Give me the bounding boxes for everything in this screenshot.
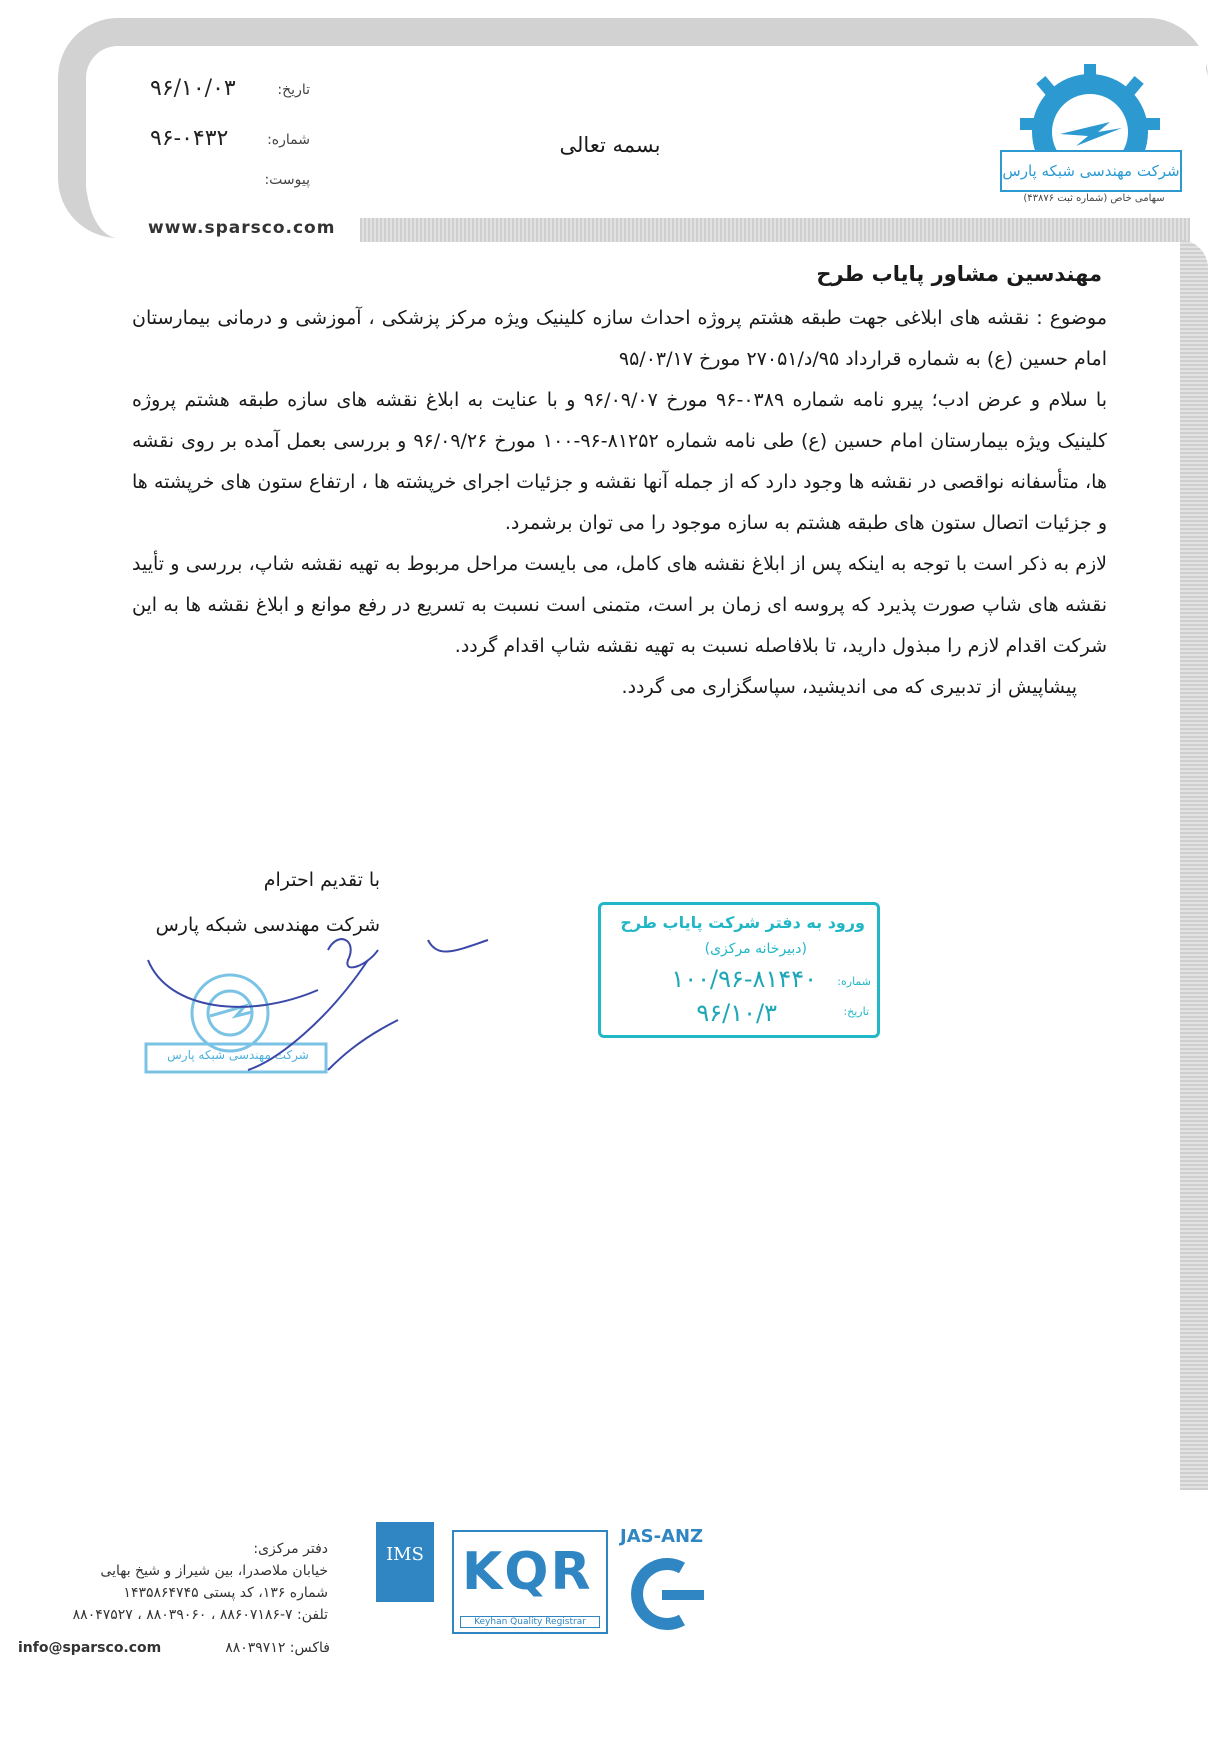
receipt-number: ۱۰۰/۹۶-۸۱۴۴۰ (671, 965, 817, 993)
receipt-stamp-title: ورود به دفتر شرکت پایاب طرح (620, 913, 865, 932)
receipt-stamp-subtitle: (دبیرخانه مرکزی) (704, 941, 807, 957)
kqr-certificate (452, 1530, 608, 1634)
signature-icon (128, 920, 508, 1080)
postal-line: شماره ۱۳۶، کد پستی ۱۴۳۵۸۶۴۷۴۵ (123, 1585, 328, 1601)
closing-greeting: با تقدیم احترام (263, 869, 380, 891)
letter-paragraph-3: پیشاپیش از تدبیری که می اندیشید، سپاسگزاری می گردد. (621, 676, 1077, 698)
footer-address (18, 1538, 328, 1626)
recipient: مهندسین مشاور پایاب طرح (816, 262, 1102, 286)
receipt-stamp (598, 902, 880, 1038)
receipt-date-label: تاریخ: (843, 1005, 869, 1018)
kqr-caption: Keyhan Quality Registrar (460, 1616, 600, 1628)
bismillah: بسمه تعالی (559, 133, 661, 157)
ims-certificate (376, 1522, 434, 1602)
number-value: ۹۶-۰۴۳۲ (150, 126, 229, 151)
company-stamp-text: شرکت مهندسی شبکه پارس (167, 1048, 309, 1062)
receipt-number-label: شماره: (837, 975, 871, 988)
kqr-label: KQR (462, 1542, 593, 1602)
phone-line: تلفن: ۷-۸۸۶۰۷۱۸۶ ، ۸۸۰۳۹۰۶۰ ، ۸۸۰۴۷۵۲۷ (72, 1607, 328, 1623)
attachment-label: پیوست: (264, 172, 310, 188)
gear-logo-icon (1000, 62, 1180, 162)
ims-label: IMS (386, 1544, 424, 1565)
date-value: ۹۶/۱۰/۰۳ (150, 76, 236, 101)
jas-anz-label: JAS-ANZ (620, 1526, 704, 1547)
receipt-date: ۹۶/۱۰/۳ (696, 999, 777, 1027)
jas-anz-logo-icon (622, 1554, 712, 1634)
address-line: خیابان ملاصدرا، بین شیراز و شیخ بهایی (100, 1563, 328, 1579)
closing-company: شرکت مهندسی شبکه پارس (155, 914, 380, 936)
office-label: دفتر مرکزی: (253, 1541, 328, 1557)
letter-subject: موضوع : نقشه های ابلاغی جهت طبقه هشتم پروژه احداث سازه کلینیک ویژه مرکز پزشکی ، آموزشی و درمانی بیمارستان امام حسین (ع) به شماره قرارداد ۹۵/د/۲۷۰۵۱ مورخ ۹۵/۰۳/۱۷ (132, 307, 1107, 370)
date-label: تاریخ: (277, 82, 310, 98)
footer-email: info@sparsco.com (18, 1640, 162, 1656)
letter-body (132, 298, 1107, 708)
header-frame-bar (360, 218, 1190, 242)
footer-fax: فاکس: ۸۸۰۳۹۷۱۲ (225, 1640, 330, 1656)
letter-paragraph-1: با سلام و عرض ادب؛ پیرو نامه شماره ۰۳۸۹-۹۶ مورخ ۹۶/۰۹/۰۷ و با عنایت به ابلاغ نقشه های سازه طبقه هشتم پروژه کلینیک ویژه بیمارستان امام حسین (ع) طی نامه شماره ۸۱۲۵۲-۹۶-۱۰۰ مورخ ۹۶/۰۹/۲۶ و بررسی بعمل آمده بر روی نقشه ها، متأسفانه نواقصی در نقشه ها وجود دارد که از جمله آنها نقشه و جزئیات اجرای خرپشته ها ، ارتفاع ستون های خرپشته ها و جزئیات اتصال ستون های طبقه هشتم به سازه موجود را می توان برشمرد. (132, 389, 1107, 534)
company-registration: سهامی خاص (شماره ثبت ۴۳۸۷۶) (1023, 193, 1165, 204)
number-label: شماره: (267, 132, 310, 148)
logo-company-name: شرکت مهندسی شبکه پارس (1000, 150, 1182, 192)
right-frame-bar (1180, 240, 1208, 1490)
letter-paragraph-2: لازم به ذکر است با توجه به اینکه پس از ابلاغ نقشه های کامل، می بایست مراحل مربوط به تهیه نقشه شاپ، بررسی و تأیید نقشه های شاپ صورت پذیرد که پروسه ای زمان بر است، متمنی است نسبت به تسریع در رفع موانع و ابلاغ نقشه ها به این شرکت اقدام لازم را مبذول دارید، تا بلافاصله نسبت به تهیه نقشه شاپ اقدام گردد. (132, 553, 1107, 657)
website: www.sparsco.com (148, 218, 336, 238)
